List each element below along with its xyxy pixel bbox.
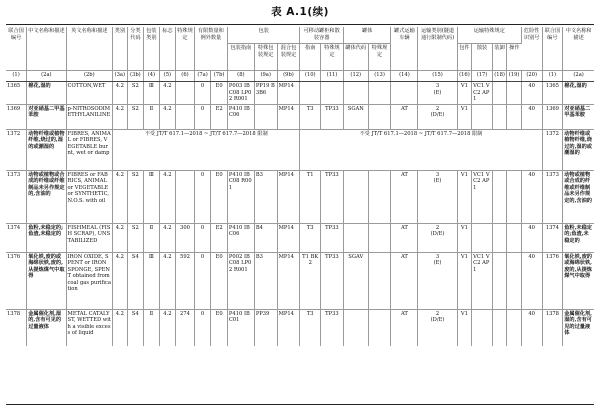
top-rule	[6, 24, 594, 25]
cell-name-cn-2: 鱼粉,未稳定的;鱼渣,未稳定的	[563, 223, 594, 252]
cell-tank-instr	[300, 82, 321, 105]
cell-name-cn-2: 氧化铁,废的或海绵状铁,废的,从提炼煤气中取得	[563, 252, 594, 309]
cell-ops-op	[507, 252, 522, 309]
table-row	[6, 104, 594, 129]
cell-tank-special: TP33	[321, 309, 344, 346]
cell-limited-qty: 0	[194, 82, 211, 105]
cell-limited-qty: 0	[194, 104, 211, 129]
cell-ops-load	[492, 309, 506, 346]
table-row	[6, 252, 594, 309]
transport-cat: 2	[435, 105, 440, 112]
table-row	[6, 223, 594, 252]
cell-tank-instr: T1	[300, 170, 321, 223]
cell-un: 1373	[6, 170, 27, 223]
cell-special	[176, 82, 195, 105]
col-num: (15)	[418, 71, 457, 82]
cell-special	[176, 104, 195, 129]
cell-tank-special: TP33	[321, 170, 344, 223]
cell-pk-instr: P002 IBC08 LP02 R001	[227, 252, 254, 309]
cell-tank-instr: T3	[300, 223, 321, 252]
cell-tank-vehicle: AT	[391, 104, 418, 129]
cell-tank-instr: T3	[300, 104, 321, 129]
col-label: 标志	[159, 27, 176, 71]
col-pk-mixed: 混合包装规定	[277, 44, 300, 71]
col-num: (1)	[542, 71, 563, 82]
col-num: (16)	[457, 71, 471, 82]
table-row	[6, 82, 594, 105]
cell-tank-instr: T3	[300, 309, 321, 346]
cell-un: 1376	[6, 252, 27, 309]
cell-vtank-special	[368, 170, 391, 223]
col-num: (1)	[6, 71, 27, 82]
col-vtank-code: 罐体代码	[343, 44, 368, 71]
cell-tank-vehicle: AT	[391, 223, 418, 252]
cell-pk-instr: P410 IBC01	[227, 309, 254, 346]
col-num: (2a)	[27, 71, 66, 82]
cell-class-code: S2	[127, 223, 144, 252]
cell-pk-mixed: MP14	[277, 252, 300, 309]
cell-vtank-code	[343, 82, 368, 105]
cell-pk-special: PP19 B3B6	[254, 82, 277, 105]
tunnel-code: (D/E)	[430, 317, 445, 323]
col-name-cn-2: 中文名称和描述	[565, 28, 592, 41]
cell-name-cn: 金属催化剂,湿的,含有可见的过量液体	[27, 309, 66, 346]
cell-name-cn: 动物纤维或植物纤维,烧过的,湿的或潮湿的	[27, 129, 66, 170]
cell-label: 4.2	[159, 223, 176, 252]
col-group-portable-tank: 可移动罐柜和散装容器	[300, 27, 343, 44]
cell-limited-qty: 0	[194, 252, 211, 309]
cell-packing-group: Ⅱ	[144, 223, 160, 252]
cell-tank-vehicle: AT	[391, 252, 418, 309]
cell-pk-instr: P410 IBC08 R001	[227, 170, 254, 223]
cell-transport-category	[418, 104, 457, 129]
cell-vtank-code	[343, 170, 368, 223]
cell-vtank-code: SGAV	[343, 252, 368, 309]
bottom-rule	[6, 404, 594, 405]
col-num: (9b)	[277, 71, 300, 82]
cell-pk-special: B3	[254, 252, 277, 309]
cell-ops-bulk	[472, 104, 493, 129]
cell-ops-pkg: V1	[457, 104, 471, 129]
cell-class: 4.2	[113, 82, 127, 105]
transport-cat: 3	[435, 83, 440, 89]
tunnel-code: (D/E)	[430, 112, 445, 118]
col-num: (20)	[521, 71, 542, 82]
cell-tank-special: TP33	[321, 104, 344, 129]
cell-packing-group: Ⅲ	[144, 82, 160, 105]
cell-transport-category	[418, 309, 457, 346]
cell-tank-vehicle: AT	[391, 309, 418, 346]
cell-limited-qty: 0	[194, 309, 211, 346]
cell-hazard-id: 40	[521, 104, 542, 129]
col-ops-bulk: 散装	[472, 44, 493, 71]
cell-pk-mixed: MP14	[277, 104, 300, 129]
col-hazard-id: 危险性识别号	[521, 27, 542, 71]
cell-un: 1369	[6, 104, 27, 129]
cell-pk-special	[254, 104, 277, 129]
cell-special	[176, 170, 195, 223]
col-tank-special: 特殊规定	[321, 44, 344, 71]
cell-un-2: 1373	[542, 170, 563, 223]
cell-packing-group: Ⅲ	[144, 252, 160, 309]
cell-name-en: METAL CATALYST, WETTED with a visible excess of liquid	[66, 309, 113, 346]
col-pk-instr: 包装指南	[227, 44, 254, 71]
cell-packing-group: Ⅱ	[144, 309, 160, 346]
column-number-row	[6, 71, 594, 82]
col-num: (3b)	[127, 71, 144, 82]
cell-ops-op	[507, 104, 522, 129]
cell-name-en: FISHMEAL (FISH SCRAP), UNSTABILIZED	[66, 223, 113, 252]
cell-name-cn: 棉花,湿的	[27, 82, 66, 105]
cell-ops-pkg: V1	[457, 309, 471, 346]
cell-class-code: S4	[127, 309, 144, 346]
cell-ops-op	[507, 82, 522, 105]
cell-ops-pkg: V1	[457, 252, 471, 309]
cell-tank-vehicle: AT	[391, 170, 418, 223]
col-class-code: 分类代码	[127, 27, 144, 71]
cell-pk-mixed: MP14	[277, 82, 300, 105]
cell-vtank-special	[368, 309, 391, 346]
cell-name-cn-2: 金属催化剂,湿的,含有可见的过量液体	[564, 310, 592, 336]
cell-vtank-code	[343, 223, 368, 252]
col-num: (2b)	[66, 71, 113, 82]
cell-ops-bulk: VC1 VC2 AP1	[472, 170, 493, 223]
cell-class-code: S2	[127, 170, 144, 223]
cell-class: 4.2	[113, 309, 127, 346]
cell-ops-bulk: VC1 VC2 AP1	[472, 82, 493, 105]
cell-tank-special	[321, 82, 344, 105]
cell-un-2: 1372	[542, 129, 563, 170]
cell-vtank-special	[368, 252, 391, 309]
cell-un: 1378	[6, 309, 27, 346]
col-num: (13)	[368, 71, 391, 82]
col-name-en: 英文名称和描述	[66, 27, 113, 71]
cell-pk-mixed: MP14	[277, 170, 300, 223]
table-header	[6, 27, 594, 82]
cell-ops-load	[492, 104, 506, 129]
col-un-2: 联合国编号	[542, 27, 563, 71]
tunnel-code: (E)	[433, 260, 442, 266]
table-row	[6, 129, 594, 170]
col-special: 特殊规定	[176, 27, 195, 71]
cell-class: 4.2	[113, 223, 127, 252]
col-ops-op: 操作	[509, 45, 520, 51]
cell-un: 1374	[6, 223, 27, 252]
cell-name-cn: 对亚硝基二甲基苯胺	[27, 104, 66, 129]
tunnel-code: (D/E)	[430, 231, 445, 237]
cell-excepted-qty: E0	[211, 252, 228, 309]
cell-pk-instr: P003 IBC08 LP02 R001	[227, 82, 254, 105]
cell-excepted-qty: E2	[211, 223, 228, 252]
cell-vtank-special	[368, 82, 391, 105]
cell-transport-category	[418, 223, 457, 252]
cell-special: 592	[176, 252, 195, 309]
col-tank-vehicle: 罐式运输车辆	[391, 27, 418, 71]
cell-transport-category	[418, 252, 457, 309]
col-group-special-ops: 运输特殊规定	[457, 27, 521, 44]
table-title: 表 A.1(续)	[271, 6, 329, 18]
col-num: (6)	[176, 71, 195, 82]
cell-ops-load	[492, 252, 506, 309]
cell-pk-mixed: MP14	[277, 223, 300, 252]
cell-pk-special: PP39	[254, 309, 277, 346]
cell-un-2: 1374	[542, 223, 563, 252]
cell-un-2: 1369	[542, 104, 563, 129]
col-limited-quantity: 有限数量和例外数量	[194, 27, 227, 71]
cell-class: 4.2	[113, 170, 127, 223]
cell-un-2: 1365	[542, 82, 563, 105]
cell-ops-pkg: V1	[457, 223, 471, 252]
col-num: (7b)	[211, 71, 228, 82]
cell-ops-pkg: V1	[457, 170, 471, 223]
cell-excepted-qty: E0	[211, 82, 228, 105]
cell-tank-instr: T1 BK2	[300, 252, 321, 309]
cell-name-cn: 动物或植物或合成的纤维或纤维制品未另作规定的,含油的	[27, 170, 66, 223]
col-num: (14)	[391, 71, 418, 82]
col-num: (19)	[507, 71, 522, 82]
cell-name-cn: 鱼粉,未稳定的;鱼渣,未稳定的	[27, 223, 66, 252]
cell-vtank-code	[343, 309, 368, 346]
cell-class-code: S2	[127, 82, 144, 105]
table-row	[6, 170, 594, 223]
tunnel-code: (E)	[433, 178, 442, 184]
cell-label: 4.2	[159, 104, 176, 129]
cell-label: 4.2	[159, 170, 176, 223]
cell-label: 4.2	[159, 309, 176, 346]
transport-cat: 3	[435, 171, 440, 178]
cell-ops-bulk	[472, 223, 493, 252]
col-num: (2a)	[563, 71, 594, 82]
col-ops-pkg: 包件	[457, 44, 471, 71]
col-un: 联合国编号	[6, 27, 27, 71]
cell-vtank-code: SGAN	[343, 104, 368, 129]
col-num: (12)	[343, 71, 368, 82]
cell-transport-category	[418, 82, 457, 105]
dangerous-goods-table	[6, 27, 594, 346]
cell-ops-bulk: VC1 VC2 AP1	[472, 252, 493, 309]
col-num: (10)	[300, 71, 321, 82]
col-transport-category: 运输类别(隧道通行限制代码)	[418, 27, 457, 71]
cell-name-en: p-NITROSODIMETHYLANILINE	[66, 104, 113, 129]
cell-un-2: 1378	[542, 309, 563, 346]
col-num: (11)	[321, 71, 344, 82]
col-num: (18)	[492, 71, 506, 82]
cell-excepted-qty: E0	[211, 170, 228, 223]
cell-not-restricted: 不受 JT/T 617.1—2018 ~ JT/T 617.7—2018 限制	[300, 129, 542, 170]
cell-hazard-id: 40	[521, 82, 542, 105]
cell-packing-group: Ⅲ	[144, 170, 160, 223]
cell-tank-vehicle	[391, 82, 418, 105]
tunnel-code: (E)	[433, 89, 442, 96]
cell-name-cn-2: 动物纤维或植物纤维,烧过的,湿的或潮湿的	[563, 129, 594, 170]
cell-ops-bulk	[472, 309, 493, 346]
cell-name-cn-2: 棉花,湿的	[563, 82, 594, 105]
cell-name-en: COTTON,WET	[66, 82, 113, 105]
cell-name-cn-2: 动物或植物或合成的纤维或纤维制品未另作规定的,含油的	[563, 170, 594, 223]
col-num: (5)	[159, 71, 176, 82]
table-row	[6, 309, 594, 346]
col-num: (7a)	[194, 71, 211, 82]
col-packing-group: 包装类别	[144, 27, 160, 71]
col-name-cn: 中文名称和描述	[27, 27, 66, 71]
cell-name-en: FIBRES or FABRICS, ANIMAL or VEGETABLE or SYNTHETIC, N.O.S. with oil	[66, 170, 113, 223]
cell-special: 274	[176, 309, 195, 346]
transport-cat: 2	[435, 224, 440, 231]
cell-limited-qty: 0	[194, 170, 211, 223]
cell-pk-mixed: MP14	[277, 309, 300, 346]
col-tank-instr: 指南	[300, 44, 321, 71]
cell-vtank-special	[368, 223, 391, 252]
cell-packing-group: Ⅱ	[144, 104, 160, 129]
cell-ops-op	[507, 309, 522, 346]
cell-pk-special: B3	[254, 170, 277, 223]
cell-not-restricted: 不受 JT/T 617.1—2018 ~ JT/T 617.7—2018 限制	[113, 129, 300, 170]
col-num: (4)	[144, 71, 160, 82]
cell-un-2: 1376	[542, 252, 563, 309]
col-group-tank: 罐体	[343, 27, 391, 44]
cell-limited-qty: 0	[194, 223, 211, 252]
cell-class: 4.2	[113, 252, 127, 309]
cell-name-cn: 氧化铁,废的或海绵状铁,废的,从提炼煤气中取得	[27, 252, 66, 309]
cell-tank-special: TP33	[321, 223, 344, 252]
table-body	[6, 82, 594, 346]
col-num: (9a)	[254, 71, 277, 82]
transport-cat: 2	[435, 310, 440, 317]
col-ops-load: 装卸	[492, 44, 506, 71]
cell-transport-category	[418, 170, 457, 223]
cell-ops-pkg: V1	[457, 82, 471, 105]
cell-name-en: FIBRES, ANIMAL or FIBRES, VEGETABLE burnt, wet or damp	[66, 129, 113, 170]
cell-class-code: S4	[127, 252, 144, 309]
col-num: (17)	[472, 71, 493, 82]
cell-un: 1372	[6, 129, 27, 170]
col-num: (3a)	[113, 71, 127, 82]
cell-ops-op	[507, 170, 522, 223]
cell-vtank-special	[368, 104, 391, 129]
cell-ops-load	[492, 223, 506, 252]
cell-special: 300	[176, 223, 195, 252]
cell-hazard-id: 40	[521, 252, 542, 309]
cell-name-en: IRON OXIDE, SPENT or IRON SPONGE, SPENT obtained from coal gas purification	[66, 252, 113, 309]
cell-name-cn-2: 对亚硝基二甲基苯胺	[563, 104, 594, 129]
cell-hazard-id: 40	[521, 223, 542, 252]
cell-pk-instr: P410 IBC06	[227, 223, 254, 252]
cell-un: 1365	[6, 82, 27, 105]
cell-pk-special: B4	[254, 223, 277, 252]
col-class: 类别	[113, 27, 127, 71]
cell-ops-load	[492, 82, 506, 105]
cell-label: 4.2	[159, 82, 176, 105]
cell-excepted-qty: E0	[211, 309, 228, 346]
transport-cat: 3	[435, 253, 440, 260]
col-vtank-special: 特殊规定	[368, 44, 391, 71]
cell-ops-load	[492, 170, 506, 223]
cell-ops-op	[507, 223, 522, 252]
cell-label: 4.2	[159, 252, 176, 309]
cell-hazard-id: 40	[521, 170, 542, 223]
cell-excepted-qty: E2	[211, 104, 228, 129]
cell-tank-special: TP33	[321, 252, 344, 309]
cell-hazard-id: 40	[521, 309, 542, 346]
cell-class: 4.2	[113, 104, 127, 129]
cell-class-code: S2	[127, 104, 144, 129]
col-pk-special: 特殊包装规定	[254, 44, 277, 71]
cell-pk-instr: P410 IBC06	[227, 104, 254, 129]
col-num: (8)	[227, 71, 254, 82]
col-group-packaging: 包装	[227, 27, 299, 44]
